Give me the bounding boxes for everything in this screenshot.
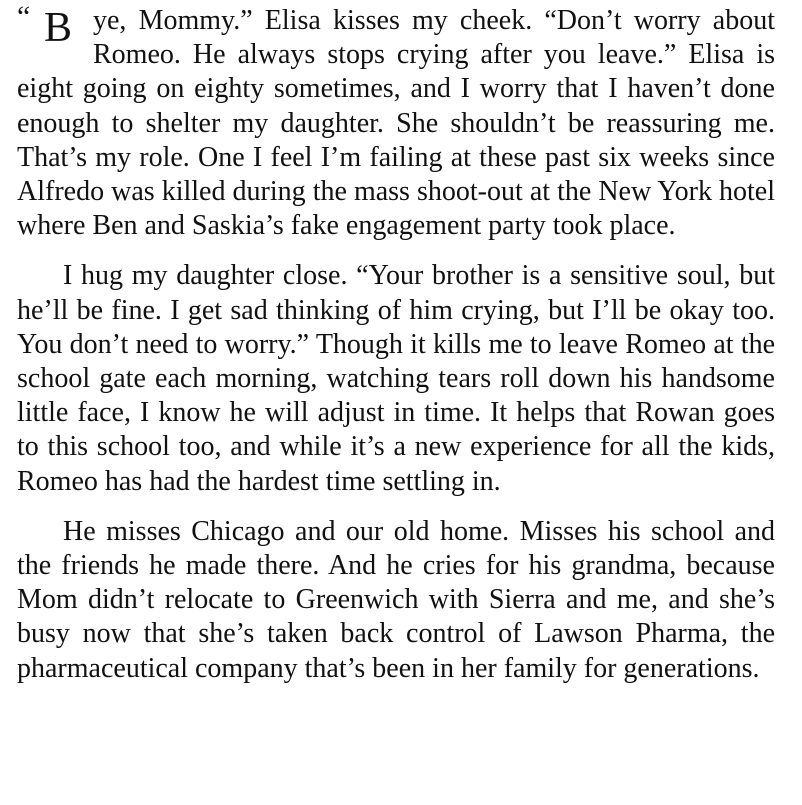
book-page <box>17 0 775 686</box>
drop-cap-quote: “ <box>17 0 31 33</box>
paragraph-1-text: ye, Mommy.” Elisa kisses my cheek. “Don’t worry about Romeo. He always stops crying after you leave.” Elisa is eight going on eighty sometimes, and I worry that I haven’t done enough to shelter my daughter. She shouldn’t be reassuring me. That’s my role. One I feel I’m failing at these past six weeks since Alfredo was killed during the mass shoot-out at the New York hotel where Ben and Saskia’s fake engagement party took place. <box>17 5 775 242</box>
paragraph-2: I hug my daughter close. “Your brother is a sensitive soul, but he’ll be fine. I get sad thinking of him crying, but I’ll be okay too. You don’t need to worry.” Though it kills me to leave Romeo at the school gate each morning, watching tears roll down his handsome little face, I know he will adjust in time. It helps that Rowan goes to this school too, and while it’s a new experience for all the kids, Romeo has had the hardest time settling in. <box>17 260 775 497</box>
drop-cap-letter: B <box>44 5 73 51</box>
drop-cap <box>17 0 89 68</box>
paragraph-3: He misses Chicago and our old home. Misses his school and the friends he made there. And he cries for his grandma, because Mom didn’t relocate to Greenwich with Sierra and me, and she’s busy now that she’s taken back control of Lawson Pharma, the pharmaceutical company that’s been in her family for generations. <box>17 515 775 684</box>
paragraph-1 <box>17 0 775 243</box>
